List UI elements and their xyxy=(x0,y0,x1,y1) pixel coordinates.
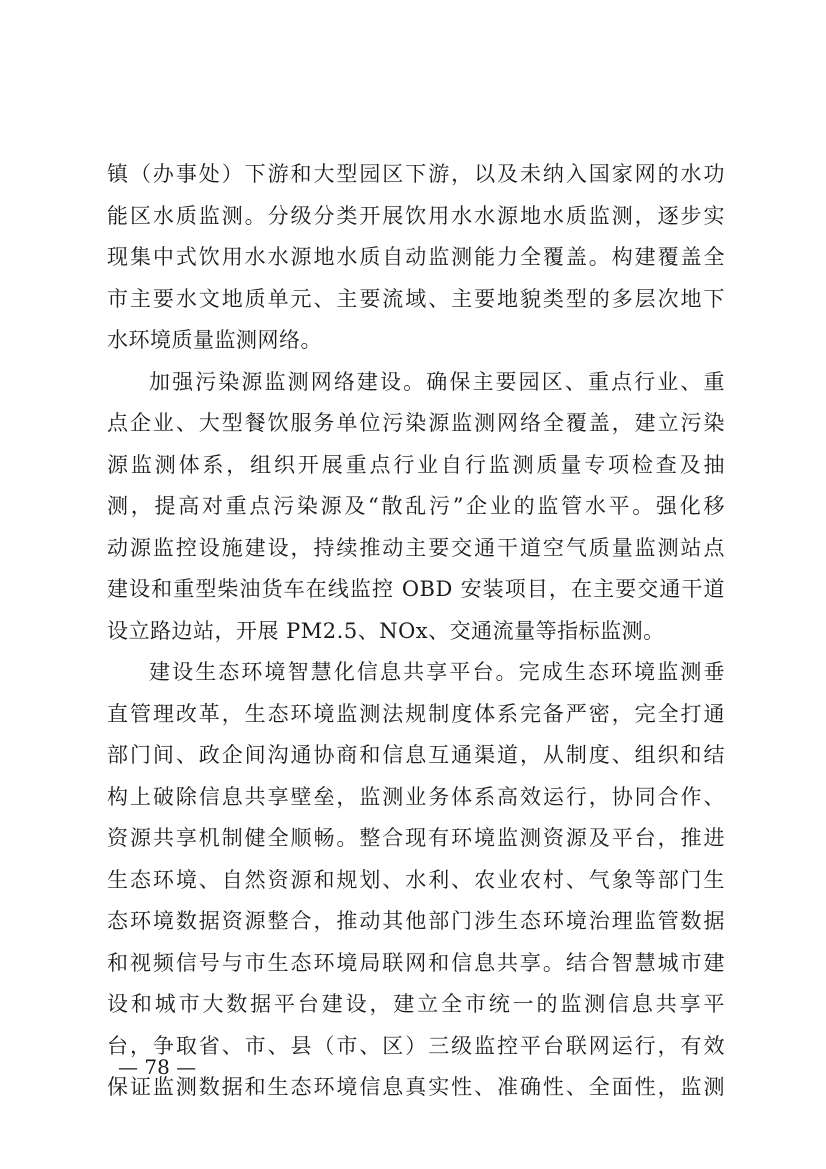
text-line: 生态环境、自然资源和规划、水利、农业农村、气象等部门生 xyxy=(107,867,725,892)
text-line: 测，提高对重点污染源及“散乱污”企业的监管水平。强化移 xyxy=(107,494,725,518)
text-line: 建设和重型柴油货车在线监控 OBD 安装项目，在主要交通干道 xyxy=(107,577,725,601)
body-text xyxy=(107,154,725,1109)
text-line: 资源共享机制健全顺畅。整合现有环境监测资源及平台，推进 xyxy=(107,826,725,850)
text-line: 设和城市大数据平台建设，建立全市统一的监测信息共享平 xyxy=(107,992,725,1016)
page-number: — 78 — xyxy=(118,1055,197,1079)
text-line: 现集中式饮用水水源地水质自动监测能力全覆盖。构建覆盖全 xyxy=(107,245,725,269)
text-line: 台，争取省、市、县（市、区）三级监控平台联网运行，有效 xyxy=(107,1033,725,1058)
text-line: 水环境质量监测网络。 xyxy=(107,328,322,352)
paragraph xyxy=(107,154,725,362)
text-line: 建设生态环境智慧化信息共享平台。完成生态环境监测垂 xyxy=(149,660,725,684)
paragraph xyxy=(107,652,725,1109)
text-line: 部门间、政企间沟通协商和信息互通渠道，从制度、组织和结 xyxy=(107,743,725,767)
text-line: 和视频信号与市生态环境局联网和信息共享。结合智慧城市建 xyxy=(107,950,725,975)
text-line: 动源监控设施建设，持续推动主要交通干道空气质量监测站点 xyxy=(107,535,725,560)
text-line: 态环境数据资源整合，推动其他部门涉生态环境治理监管数据 xyxy=(107,909,725,933)
text-line: 直管理改革，生态环境监测法规制度体系完备严密，完全打通 xyxy=(107,701,725,726)
text-line: 镇（办事处）下游和大型园区下游，以及未纳入国家网的水功 xyxy=(107,162,725,186)
text-line: 能区水质监测。分级分类开展饮用水水源地水质监测，逐步实 xyxy=(107,203,725,228)
text-line: 设立路边站，开展 PM2.5、NOx、交通流量等指标监测。 xyxy=(107,618,665,643)
text-line: 构上破除信息共享壁垒，监测业务体系高效运行，协同合作、 xyxy=(107,784,725,809)
text-line: 加强污染源监测网络建设。确保主要园区、重点行业、重 xyxy=(149,369,725,394)
text-line: 源监测体系，组织开展重点行业自行监测质量专项检查及抽 xyxy=(107,452,725,477)
text-line: 市主要水文地质单元、主要流域、主要地貌类型的多层次地下 xyxy=(107,286,725,311)
text-line: 保证监测数据和生态环境信息真实性、准确性、全面性，监测 xyxy=(107,1075,725,1099)
paragraph xyxy=(107,362,725,653)
text-line: 点企业、大型餐饮服务单位污染源监测网络全覆盖，建立污染 xyxy=(107,411,725,435)
